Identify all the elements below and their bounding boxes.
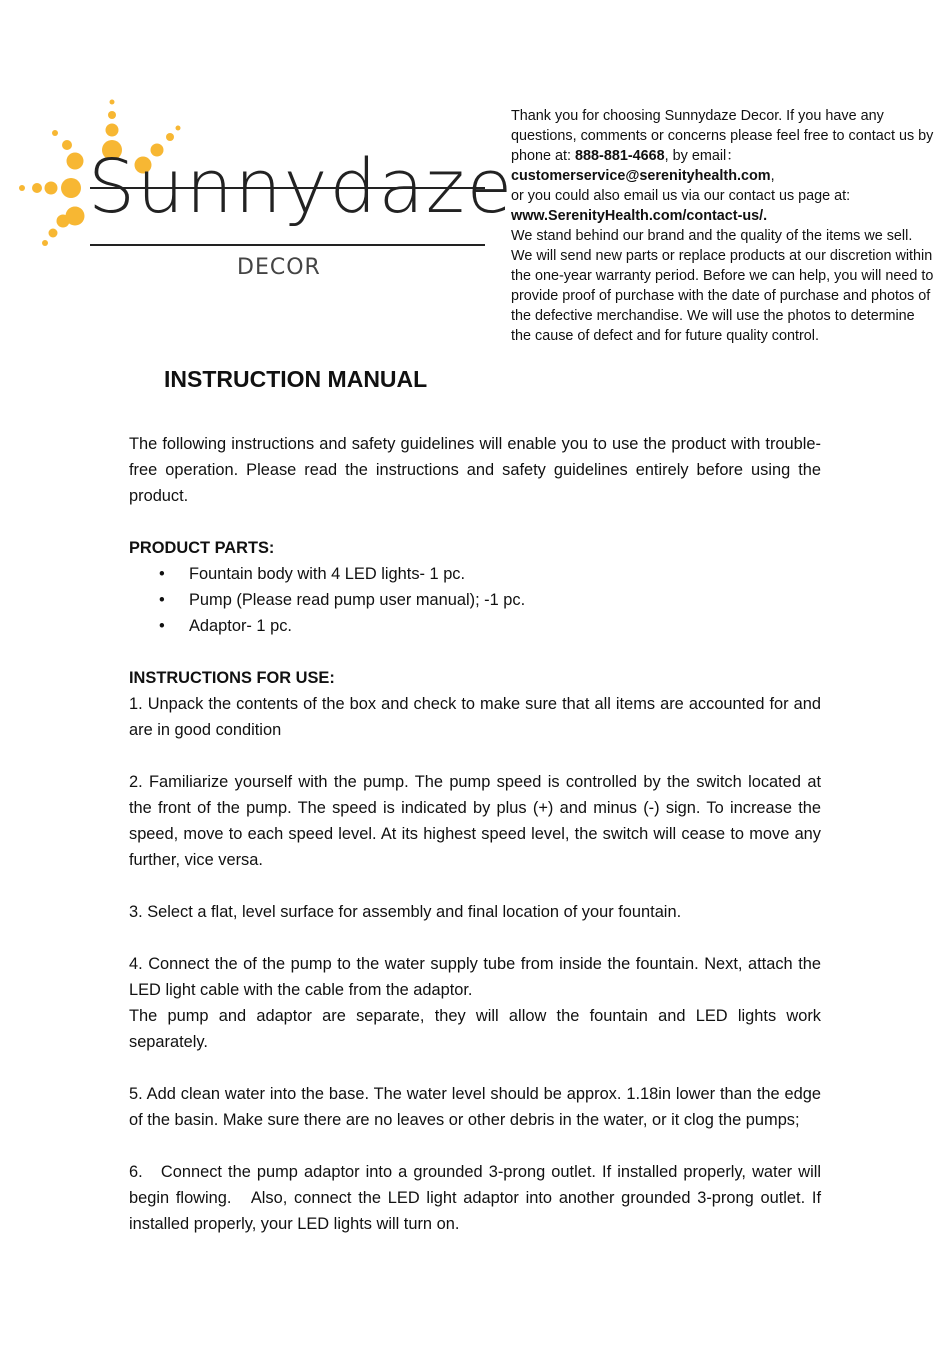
parts-heading: PRODUCT PARTS: xyxy=(129,539,275,557)
intro-paragraph: The following instructions and safety guidelines will enable you to use the product with trouble-free operation. Please read the instructions and safety guidelines entirely before using the product. xyxy=(129,435,821,505)
contact-email[interactable]: customerservice@serenityhealth.com xyxy=(511,168,771,184)
page-title: INSTRUCTION MANUAL xyxy=(164,366,428,392)
instructions-heading: INSTRUCTIONS FOR USE: xyxy=(129,669,335,687)
contact-comma: , xyxy=(770,168,775,184)
warranty-text: We stand behind our brand and the quality of the items we sell. We will send new parts or replace products at our discretion within the one-year warranty period. Before we can help, you will need to provide proof of purchase with the date of purchase and photos of the defective merchandise. We will use the photos to determine the cause of defect and for future quality control. xyxy=(511,228,934,344)
list-item: • Adaptor- 1 pc. xyxy=(129,613,821,639)
step-4: 4. Connect the of the pump to the water supply tube from inside the fountain. Next, attach the LED light cable with the cable from the adaptor. xyxy=(129,955,821,999)
list-item: • Fountain body with 4 LED lights- 1 pc. xyxy=(129,561,821,587)
step-2: 2. Familiarize yourself with the pump. The pump speed is controlled by the switch located at the front of the pump. The speed is indicated by plus (+) and minus (-) sign. To increase the speed, move to each speed level. At its highest speed level, the switch will cease to move any further, vice versa. xyxy=(129,773,821,869)
contact-intro: Thank you for choosing Sunnydaze Decor. If you have any questions, comments or concerns please feel free to contact us by phone at: xyxy=(511,108,934,164)
brand-name: Sunnydaze xyxy=(88,144,515,230)
contact-url[interactable]: www.SerenityHealth.com/contact-us/. xyxy=(511,208,768,224)
contact-page-label: or you could also email us via our contact us page at: xyxy=(511,188,851,204)
list-item: • Pump (Please read pump user manual); -1 pc. xyxy=(129,587,821,613)
brand-subtitle: DECOR xyxy=(237,255,321,280)
step-3: 3. Select a flat, level surface for assembly and final location of your fountain. xyxy=(129,903,682,921)
step-5: 5. Add clean water into the base. The water level should be approx. 1.18in lower than the edge of the basin. Make sure there are no leaves or other debris in the water, or it clog the pumps; xyxy=(129,1085,821,1129)
step-1: 1. Unpack the contents of the box and check to make sure that all items are accounted for and are in good condition xyxy=(129,695,821,739)
step-6: 6. Connect the pump adaptor into a grounded 3-prong outlet. If installed properly, water will begin flowing. Also, connect the LED light adaptor into another grounded 3-prong outlet. If installed properly, your LED lights will turn on. xyxy=(129,1163,826,1233)
step-4-note: The pump and adaptor are separate, they will allow the fountain and LED lights work separately. xyxy=(129,1007,821,1051)
parts-list xyxy=(129,561,821,639)
contact-block xyxy=(511,106,936,346)
manual-body xyxy=(129,431,826,1237)
contact-email-label: , by email： xyxy=(664,148,741,164)
contact-phone[interactable]: 888-881-4668 xyxy=(575,148,665,164)
